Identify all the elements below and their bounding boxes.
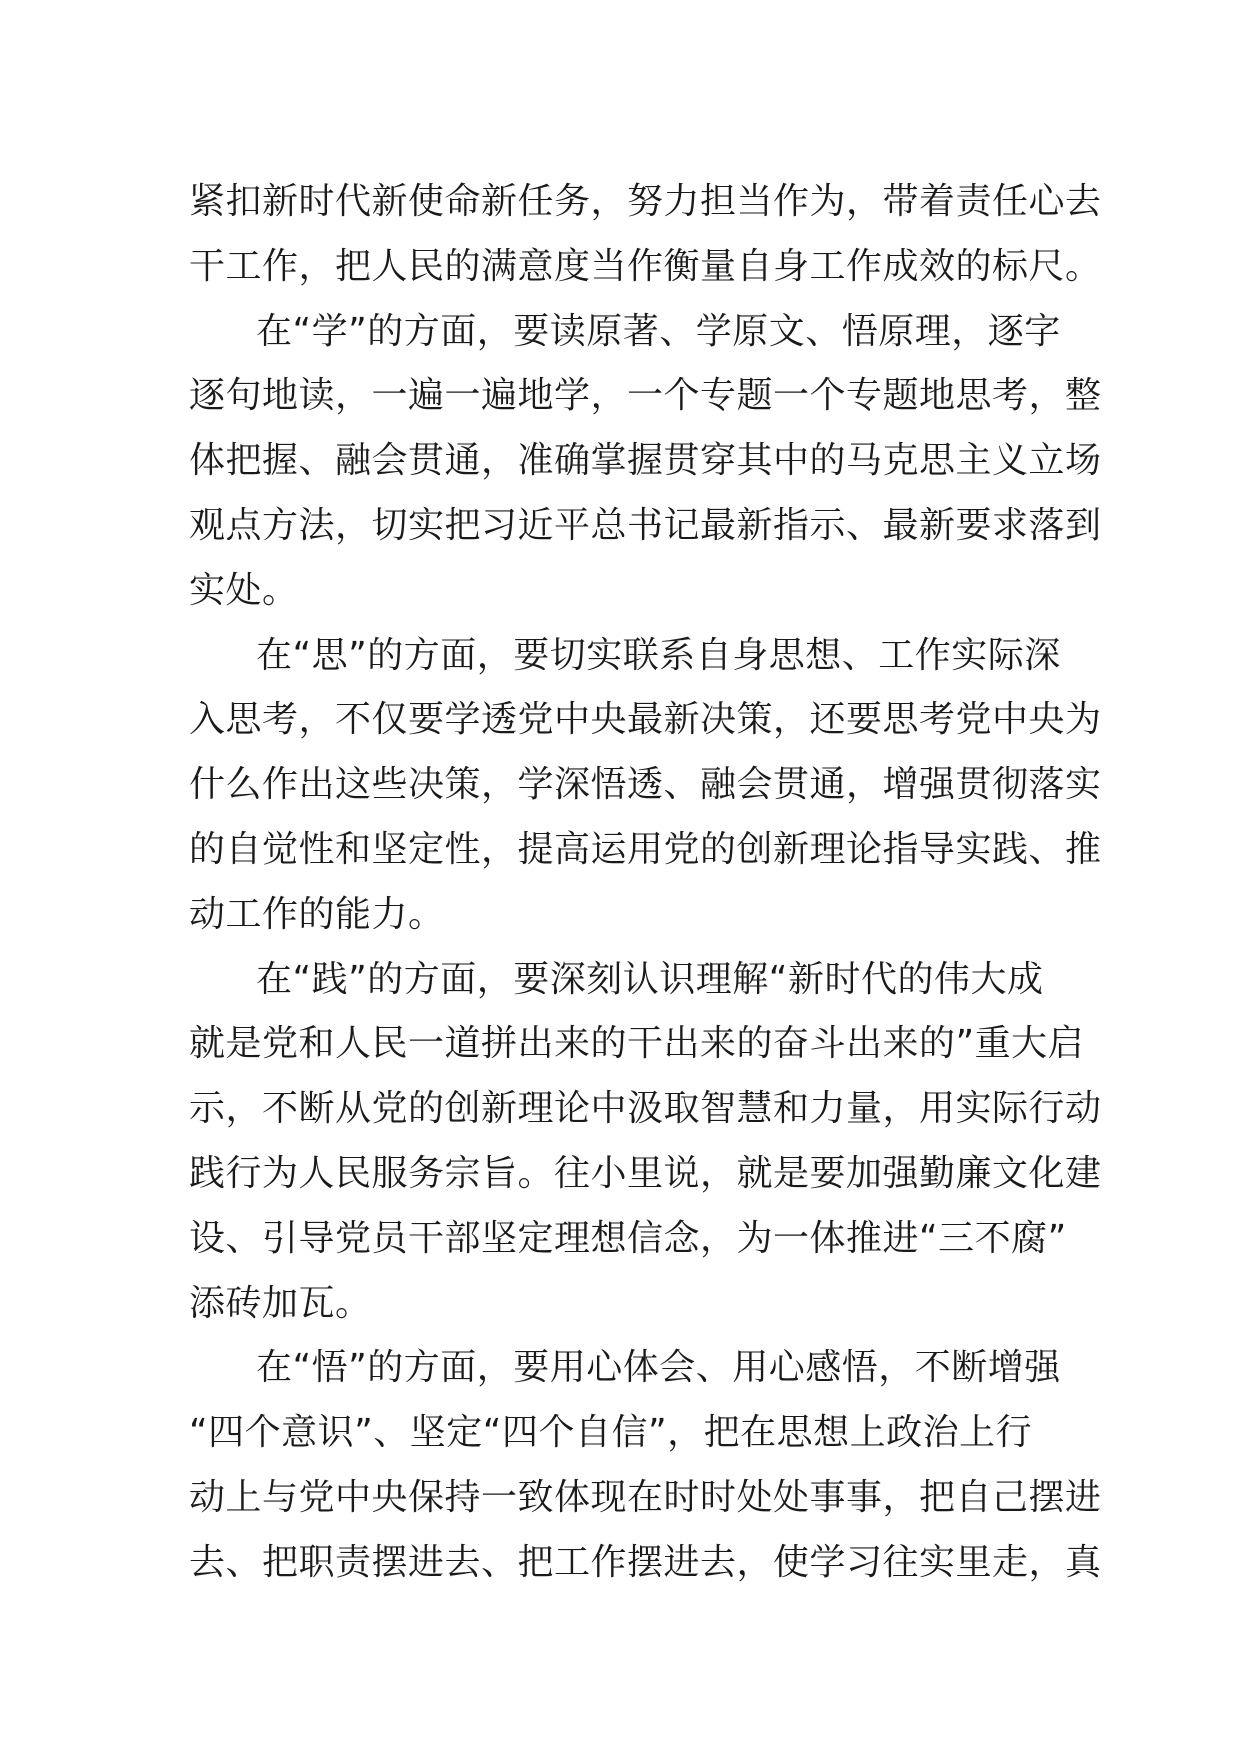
text-line: 示，不断从党的创新理论中汲取智慧和力量，用实际行动 xyxy=(189,1088,1102,1130)
text-line: 观点方法，切实把习近平总书记最新指示、最新要求落到 xyxy=(189,504,1102,546)
text-line: 紧扣新时代新使命新任务，努力担当作为，带着责任心去 xyxy=(189,181,1102,222)
text-line: 践行为人民服务宗旨。往小里说，就是要加强勤廉文化建 xyxy=(189,1152,1102,1194)
text-line: 实处。 xyxy=(189,569,299,611)
text-line: 干工作，把人民的满意度当作衡量自身工作成效的标尺。 xyxy=(189,245,1102,287)
paragraph-start-line: 在“学”的方面，要读原著、学原文、悟原理，逐字 xyxy=(256,310,1061,352)
paragraph-start-line: 在“思”的方面，要切实联系自身思想、工作实际深 xyxy=(256,634,1061,676)
text-line: 动工作的能力。 xyxy=(189,893,445,935)
text-line: 逐句地读，一遍一遍地学，一个专题一个专题地思考，整 xyxy=(189,375,1102,417)
text-line: 什么作出这些决策，学深悟透、融会贯通，增强贯彻落实 xyxy=(189,764,1102,806)
text-line: 的自觉性和坚定性，提高运用党的创新理论指导实践、推 xyxy=(189,828,1102,870)
document-page xyxy=(189,170,1102,1596)
text-line: 体把握、融会贯通，准确掌握贯穿其中的马克思主义立场 xyxy=(189,440,1102,482)
text-line: 入思考，不仅要学透党中央最新决策，还要思考党中央为 xyxy=(189,699,1102,741)
text-line: 就是党和人民一道拼出来的干出来的奋斗出来的”重大启 xyxy=(189,1023,1085,1065)
text-line: 添砖加瓦。 xyxy=(189,1282,372,1324)
text-line: 设、引导党员干部坚定理想信念，为一体推进“三不腐” xyxy=(189,1217,1067,1259)
text-line: “四个意识”、坚定“四个自信”，把在思想上政治上行 xyxy=(189,1412,1033,1454)
text-line: 动上与党中央保持一致体现在时时处处事事，把自己摆进 xyxy=(189,1476,1102,1518)
paragraph-start-line: 在“践”的方面，要深刻认识理解“新时代的伟大成 xyxy=(256,958,1044,1000)
text-line: 去、把职责摆进去、把工作摆进去，使学习往实里走，真 xyxy=(189,1541,1102,1583)
paragraph-start-line: 在“悟”的方面，要用心体会、用心感悟，不断增强 xyxy=(256,1347,1061,1389)
